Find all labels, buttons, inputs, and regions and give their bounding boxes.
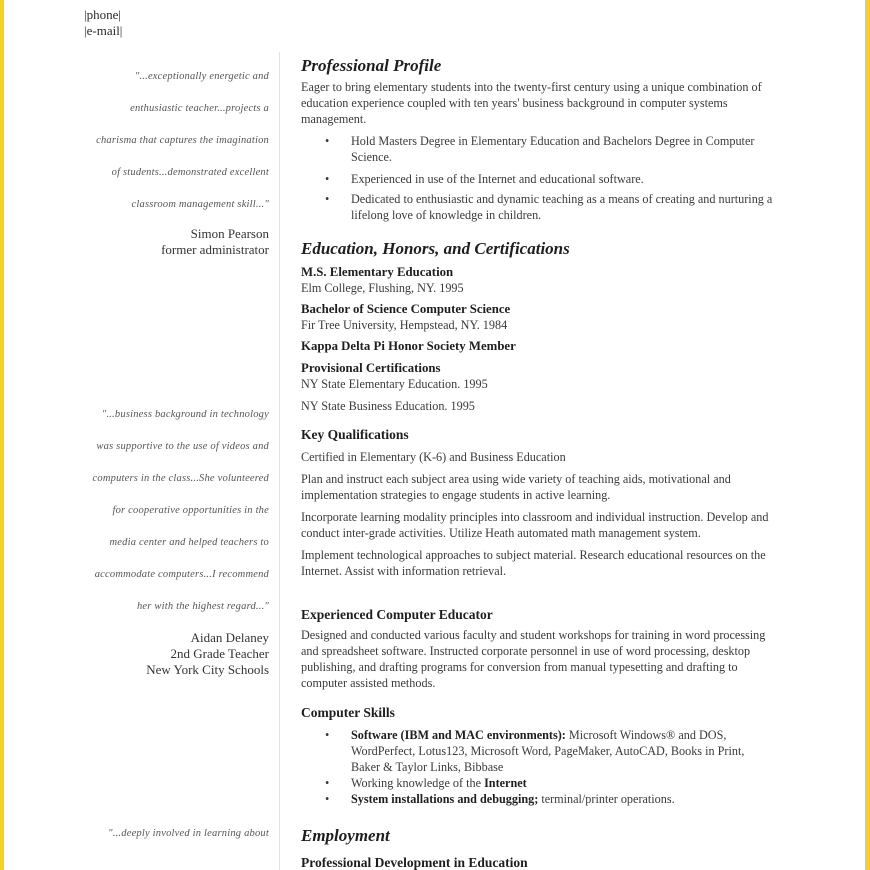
section-heading: Key Qualifications xyxy=(301,427,409,442)
quote-line: her with the highest regard..." xyxy=(136,601,269,612)
qualification-item: Plan and instruct each subject area using wide variety of teaching aids, motivational and implementation strategies to engage students in active learning. xyxy=(301,472,731,502)
degree-ms-detail: Elm College, Flushing, NY. 1995 xyxy=(301,281,464,295)
skill-text: Working knowledge of the xyxy=(351,776,485,790)
quote-line: was supportive to the use of videos and xyxy=(96,441,269,452)
list-item xyxy=(301,727,775,775)
section-heading: Computer Skills xyxy=(301,705,395,720)
testimonial-1 xyxy=(64,61,269,258)
quote-line: "...exceptionally energetic and xyxy=(134,71,269,82)
contact-block xyxy=(84,7,122,39)
skill-label: Software (IBM and MAC environments): xyxy=(351,728,566,742)
testimonial-author: Simon Pearson xyxy=(190,226,269,241)
section-education xyxy=(301,239,775,414)
list-item: • Experienced in use of the Internet and educational software. xyxy=(301,171,775,187)
skill-label: Internet xyxy=(484,776,527,790)
section-key-qualifications xyxy=(301,426,775,579)
certifications-title: Provisional Certifications xyxy=(301,361,441,375)
job-title: Professional Development in Education xyxy=(301,855,528,870)
quote-line: charisma that captures the imagination xyxy=(96,135,269,146)
skill-text: Microsoft Windows® and DOS, WordPerfect, Lotus123, Microsoft Word, PageMaker, AutoCAD, Books in Print, Baker & Taylor Links, Bibbase xyxy=(351,728,745,774)
quote-line: "...business background in technology xyxy=(101,409,269,420)
skills-list xyxy=(301,727,775,807)
educator-text: Designed and conducted various faculty and student workshops for training in word processing and spreadsheet software. Instructed corporate personnel in use of word processing, desktop publishing, and drafting programs for conversion from manual typesetting and drafting to computer assisted methods. xyxy=(301,628,766,690)
quote-line: "...deeply involved in learning about xyxy=(108,828,269,839)
profile-intro: Eager to bring elementary students into the twenty-first century using a unique combination of education experience coupled with ten years' business background in computer systems management. xyxy=(301,80,762,126)
quote-line: enthusiastic teacher...projects a xyxy=(130,103,269,114)
degree-ms-title: M.S. Elementary Education xyxy=(301,265,454,279)
testimonial-role: former administrator xyxy=(161,242,269,257)
certification-item: NY State Elementary Education. 1995 xyxy=(301,377,488,391)
testimonial-author: Aidan Delaney xyxy=(190,630,269,645)
section-heading: Employment xyxy=(301,826,390,845)
section-heading: Education, Honors, and Certifications xyxy=(301,239,570,258)
list-item xyxy=(301,791,775,807)
section-heading: Experienced Computer Educator xyxy=(301,607,493,622)
list-item: • Hold Masters Degree in Elementary Education and Bachelors Degree in Computer Science. xyxy=(301,133,775,165)
quote-line: accommodate computers...I recommend xyxy=(94,569,269,580)
quote-line: of students...demonstrated excellent xyxy=(111,167,269,178)
skill-text: terminal/printer operations. xyxy=(538,792,675,806)
testimonial-org: New York City Schools xyxy=(146,662,269,677)
resume-page xyxy=(4,0,865,870)
section-heading: Professional Profile xyxy=(301,56,442,75)
phone-placeholder: |phone| xyxy=(84,7,121,22)
email-placeholder: |e-mail| xyxy=(84,23,123,38)
section-professional-profile xyxy=(301,56,775,223)
testimonial-2 xyxy=(64,399,269,678)
list-item: • Dedicated to enthusiastic and dynamic teaching as a means of creating and nurturing a lifelong love of knowledge in children. xyxy=(301,191,775,223)
column-divider xyxy=(279,52,280,870)
certification-item: NY State Business Education. 1995 xyxy=(301,399,475,413)
list-item xyxy=(301,775,775,791)
quote-line: for cooperative opportunities in the xyxy=(112,505,269,516)
profile-bullets xyxy=(301,133,775,223)
quote-line: computers in the class...She volunteered xyxy=(92,473,269,484)
testimonial-role: 2nd Grade Teacher xyxy=(170,646,269,661)
section-employment xyxy=(301,826,775,870)
qualification-item: Implement technological approaches to subject material. Research educational resources on the Internet. Assist with information retrieval. xyxy=(301,548,766,578)
honor-society: Kappa Delta Pi Honor Society Member xyxy=(301,339,516,353)
quote-line: media center and helped teachers to xyxy=(109,537,269,548)
skill-label: System installations and debugging; xyxy=(351,792,539,806)
section-computer-skills xyxy=(301,704,775,807)
degree-bs-detail: Fir Tree University, Hempstead, NY. 1984 xyxy=(301,318,508,332)
section-computer-educator xyxy=(301,606,775,691)
degree-bs-title: Bachelor of Science Computer Science xyxy=(301,302,511,316)
testimonial-3 xyxy=(64,818,269,850)
quote-line: classroom management skill..." xyxy=(131,199,269,210)
qualification-item: Incorporate learning modality principles into classroom and individual instruction. Develop and conduct inter-grade activities. Utilize Heath automated math management system. xyxy=(301,510,769,540)
qualification-item: Certified in Elementary (K-6) and Business Education xyxy=(301,450,566,464)
